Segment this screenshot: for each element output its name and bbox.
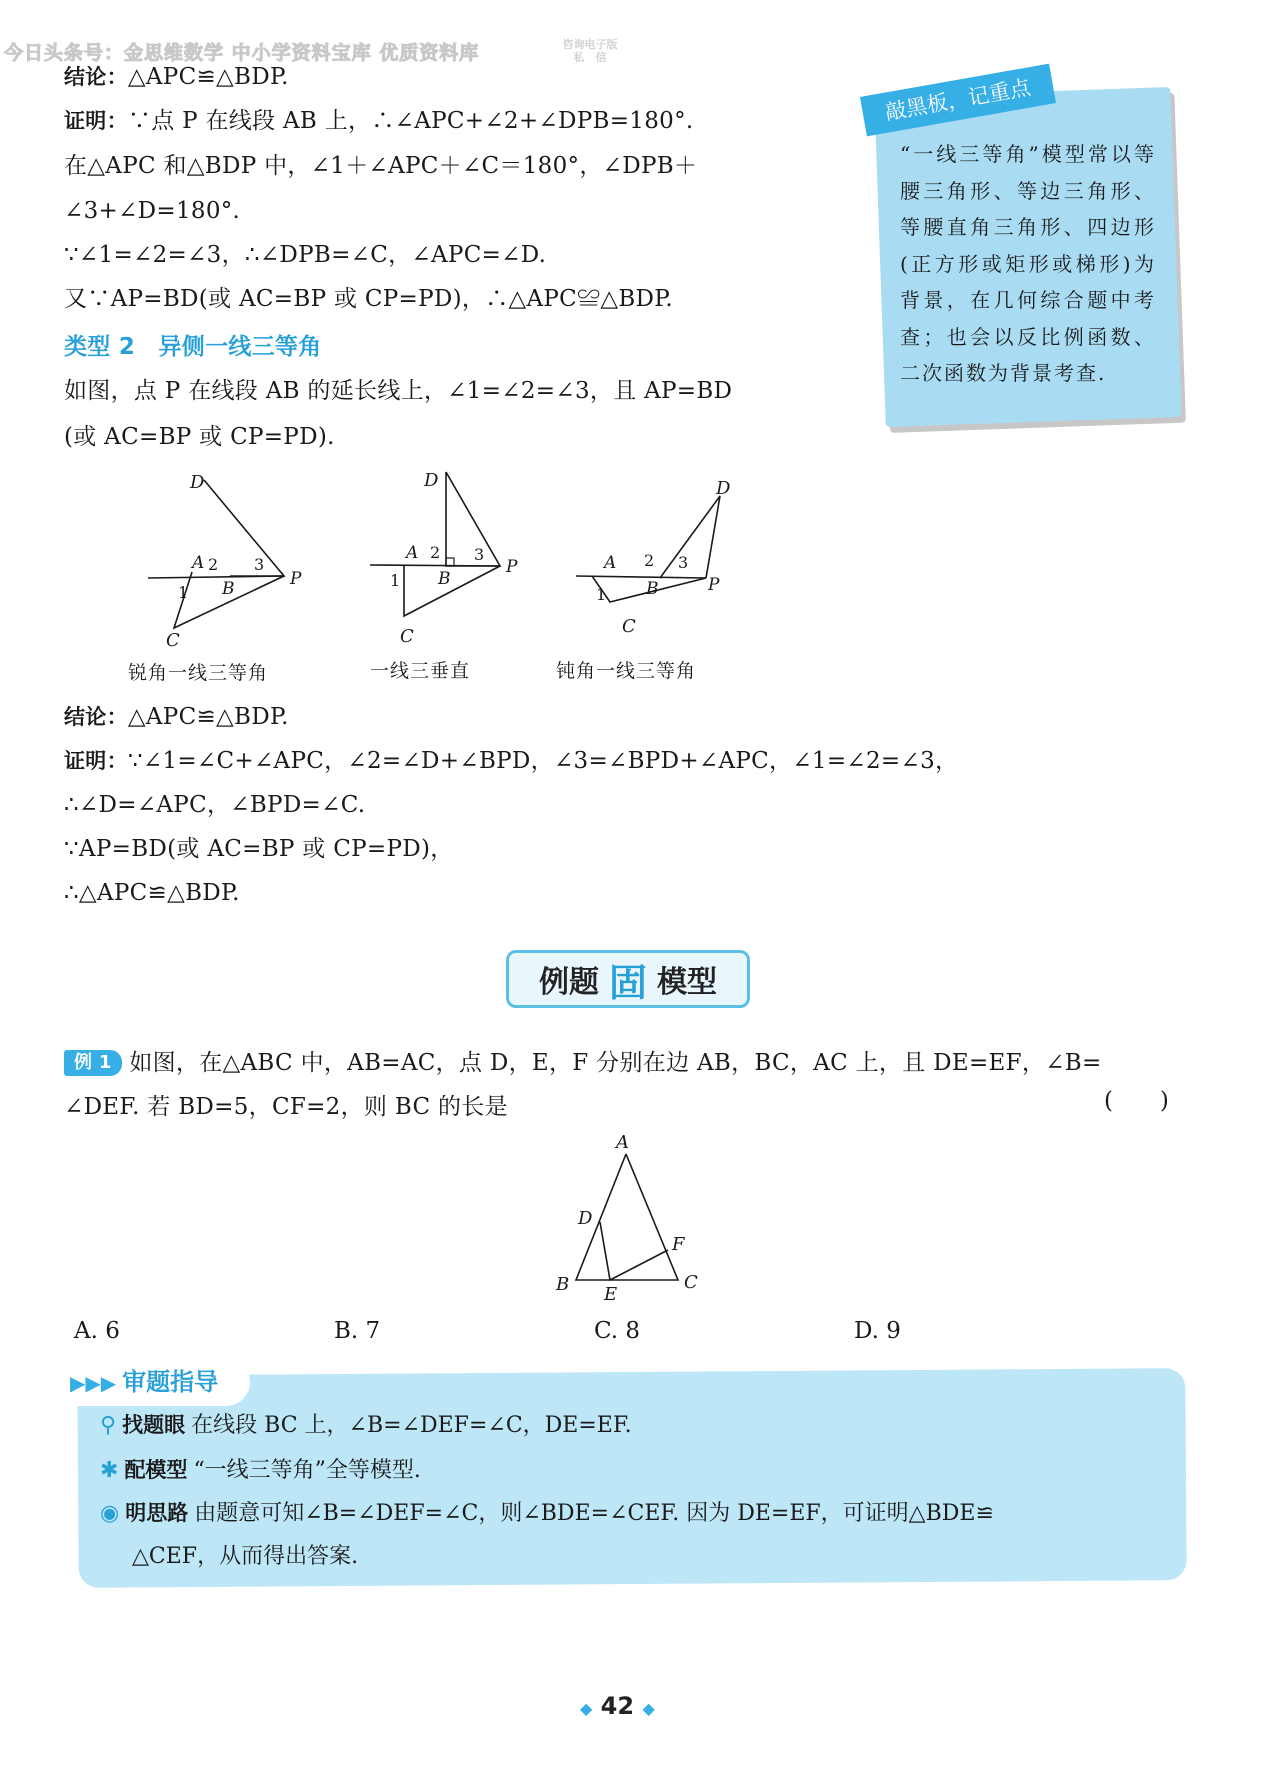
page-number-text: 42 [600, 1692, 635, 1720]
fig3-label-P: P [708, 575, 720, 595]
tri-label-E: E [604, 1284, 618, 1305]
watermark-text: 今日头条号：金思维数学 中小学资料宝库 优质资料库 [4, 42, 480, 64]
tri-label-A: A [616, 1132, 629, 1153]
fig1-label-A: A [192, 553, 205, 573]
example-triangle-figure [548, 1132, 718, 1312]
guide-item-2-label: 配模型 [124, 1458, 188, 1482]
fig1-label-3: 3 [254, 555, 265, 574]
proof-text: ∵点 P 在线段 AB 上，∴∠APC+∠2+∠DPB=180°. [127, 108, 694, 134]
type2-statement-line-2: (或 AC=BP 或 CP=PD). [64, 424, 335, 450]
fig1-label-1: 1 [178, 583, 189, 602]
type2-statement-line-1: 如图，点 P 在线段 AB 的延长线上，∠1=∠2=∠3，且 AP=BD [64, 378, 733, 404]
fig2-label-A: A [406, 543, 419, 563]
search-icon: ⚲ [100, 1413, 117, 1438]
fig1-label-2: 2 [208, 555, 219, 574]
key-point-tab: 敲黑板，记重点 [860, 64, 1056, 137]
fig3-label-D: D [716, 478, 731, 499]
banner-badge: 固 [608, 960, 647, 1005]
guide-item-1-label: 找题眼 [122, 1413, 186, 1437]
type2-conclusion-text: △APC≌△BDP. [127, 704, 289, 730]
fig3-label-A: A [604, 553, 617, 573]
part1-proof-line-2: 在△APC 和△BDP 中，∠1＋∠APC＋∠C＝180°，∠DPB＋ [64, 153, 698, 179]
example-text-1: 如图，在△ABC 中，AB=AC，点 D，E，F 分别在边 AB，BC，AC 上，且 DE=EF，∠B= [129, 1050, 1102, 1076]
type2-proof-label: 证明： [64, 749, 128, 773]
diamond-icon-left: ◆ [580, 1699, 593, 1718]
example-line-1 [64, 1048, 1102, 1078]
guide-item-1-text: 在线段 BC 上，∠B=∠DEF=∠C，DE=EF. [191, 1413, 632, 1438]
fig2-label-B: B [438, 569, 451, 589]
option-d: D. 9 [854, 1318, 901, 1344]
guide-item-3-continued: △CEF，从而得出答案. [132, 1544, 359, 1569]
type2-proof-line-4: ∴△APC≌△BDP. [64, 880, 240, 906]
fig3-label-C: C [622, 616, 636, 637]
type2-proof-text: ∵∠1=∠C+∠APC，∠2=∠D+∠BPD，∠3=∠BPD+∠APC，∠1=∠2=∠3， [127, 748, 959, 774]
example-badge: 例 1 [64, 1050, 122, 1076]
example-line-2: ∠DEF. 若 BD=5，CF=2，则 BC 的长是 [64, 1094, 508, 1120]
tri-label-D: D [578, 1208, 593, 1229]
answer-bracket: ( ) [1104, 1088, 1170, 1114]
fig2-label-D: D [424, 470, 439, 491]
figure-caption-2: 一线三垂直 [370, 660, 471, 682]
figure-caption-3: 钝角一线三等角 [556, 660, 697, 682]
type2-conclusion-label: 结论： [64, 705, 128, 729]
tri-label-F: F [672, 1234, 685, 1255]
figure-obtuse [576, 478, 731, 637]
review-guide-heading [70, 1358, 250, 1406]
fig2-label-3: 3 [474, 545, 485, 564]
fig2-label-C: C [400, 626, 414, 647]
fig2-label-P: P [506, 557, 518, 577]
fig2-label-1: 1 [390, 571, 401, 590]
proof-label: 证明： [64, 109, 128, 133]
guide-item-3-label: 明思路 [125, 1501, 189, 1525]
guide-item-1 [100, 1410, 632, 1441]
watermark-contact-line1: 咨询电子版 [562, 38, 618, 51]
eye-icon: ◉ [100, 1501, 120, 1526]
part1-proof-line-3: ∠3+∠D=180°. [64, 198, 241, 224]
section-banner [506, 950, 750, 1008]
type2-proof-line-2: ∴∠D=∠APC，∠BPD=∠C. [64, 792, 366, 818]
type2-proof-line-3: ∵AP=BD(或 AC=BP 或 CP=PD)， [64, 836, 454, 862]
guide-item-2 [100, 1455, 421, 1486]
fig1-label-B: B [222, 579, 235, 599]
watermark-contact [560, 38, 620, 64]
type2-proof-line-1 [64, 746, 958, 776]
type2-figures [130, 460, 750, 660]
part1-conclusion [64, 62, 289, 92]
fig1-label-C: C [166, 630, 180, 651]
gear-icon: ✱ [100, 1458, 119, 1483]
tri-label-B: B [556, 1274, 570, 1295]
banner-left: 例题 [538, 965, 599, 1000]
fig2-label-2: 2 [430, 543, 441, 562]
guide-item-3 [100, 1498, 994, 1529]
watermark-contact-line2: 私 信 [573, 51, 607, 64]
fig1-label-D: D [190, 472, 205, 493]
review-guide-title: 审题指导 [122, 1368, 219, 1396]
option-b: B. 7 [334, 1318, 381, 1344]
option-c: C. 8 [594, 1318, 641, 1344]
figure-acute [148, 472, 302, 651]
fig3-label-1: 1 [596, 585, 607, 604]
conclusion-label: 结论： [64, 65, 128, 89]
fig1-label-P: P [290, 569, 302, 589]
key-point-text: “一线三等角”模型常以等腰三角形、等边三角形、等腰直角三角形、四边形(正方形或矩形或梯形)为背景，在几何综合题中考查；也会以反比例函数、二次函数为背景考查. [900, 142, 1156, 385]
option-a: A. 6 [74, 1318, 120, 1344]
type2-heading: 类型 2 异侧一线三等角 [64, 334, 322, 360]
part1-proof-line-1 [64, 106, 694, 136]
fig3-label-2: 2 [644, 551, 655, 570]
part1-proof-line-5: 又∵AP=BD(或 AC=BP 或 CP=PD)，∴△APC≌△BDP. [64, 286, 674, 312]
figure-perpendicular [370, 470, 518, 647]
page-number [580, 1692, 655, 1720]
banner-right: 模型 [657, 965, 717, 1000]
fig3-label-3: 3 [678, 553, 689, 572]
guide-item-3-text: 由题意可知∠B=∠DEF=∠C，则∠BDE=∠CEF. 因为 DE=EF，可证明△BDE≌ [194, 1501, 994, 1526]
conclusion-text: △APC≌△BDP. [127, 64, 289, 90]
part1-proof-line-4: ∵∠1=∠2=∠3，∴∠DPB=∠C，∠APC=∠D. [64, 242, 547, 268]
diamond-icon-right: ◆ [642, 1699, 655, 1718]
fig3-label-B: B [646, 579, 659, 599]
tri-label-C: C [684, 1272, 698, 1293]
guide-item-2-text: “一线三等角”全等模型. [193, 1458, 421, 1483]
type2-conclusion [64, 702, 289, 732]
figure-caption-1: 锐角一线三等角 [128, 662, 269, 684]
triple-arrow-icon: ▶▶▶ [70, 1371, 117, 1395]
